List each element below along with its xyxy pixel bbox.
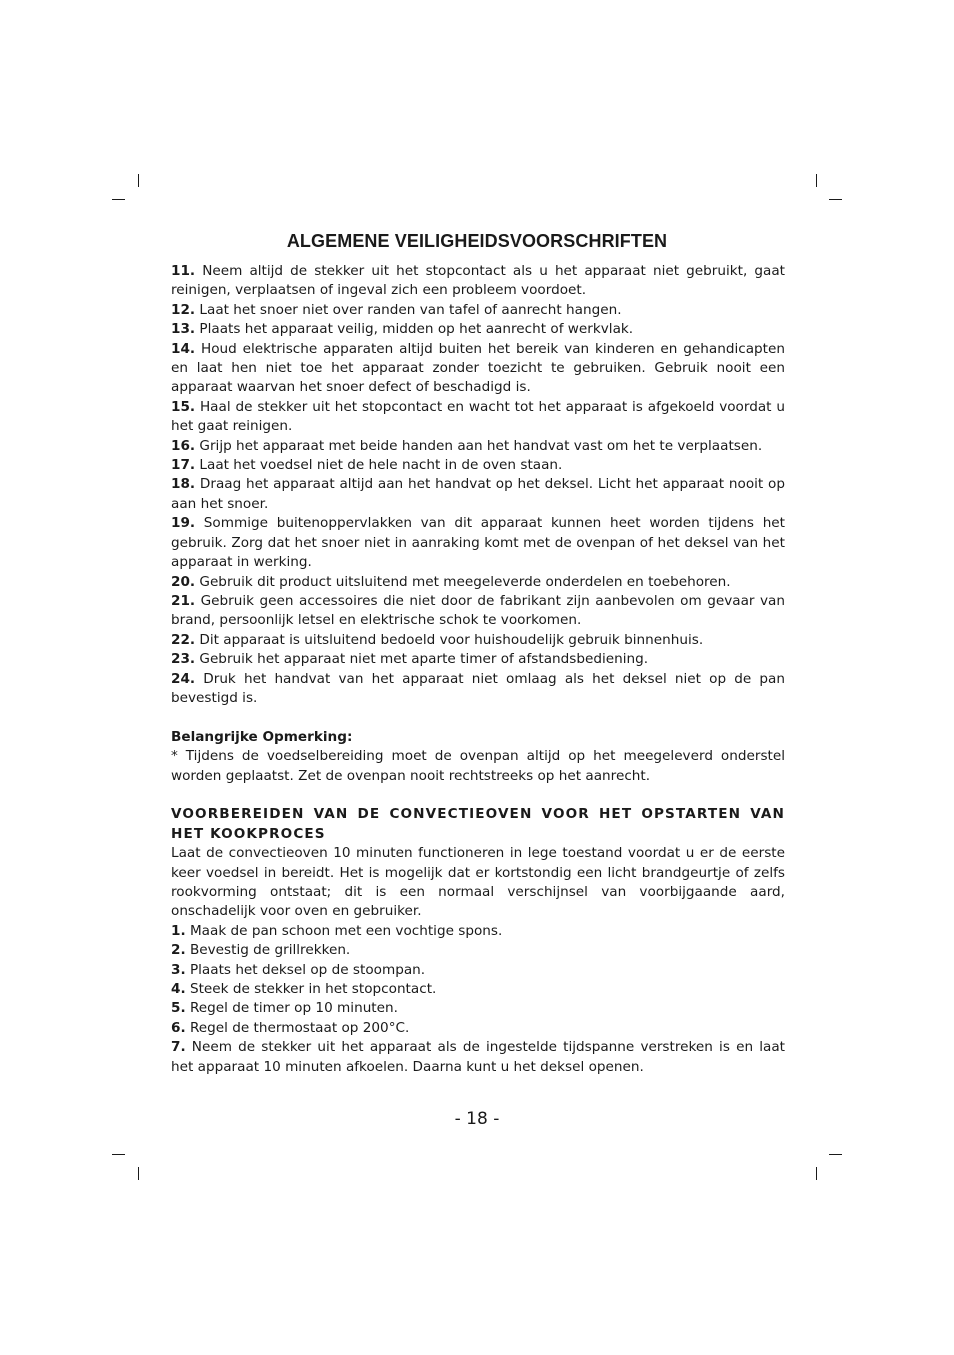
safety-item-14	[171, 340, 785, 398]
item-number: 17.	[171, 457, 196, 474]
step-number: 6.	[171, 1019, 186, 1036]
safety-item-13	[171, 320, 785, 339]
safety-item-22	[171, 631, 785, 650]
section-heading: VOORBEREIDEN VAN DE CONVECTIEOVEN VOOR HET OPSTARTEN VAN HET KOOKPROCES	[171, 806, 785, 842]
step-number: 1.	[171, 922, 186, 939]
item-number: 24.	[171, 670, 196, 687]
prep-step-4	[171, 980, 785, 999]
spacer	[171, 786, 785, 805]
prep-step-3	[171, 961, 785, 980]
item-number: 11.	[171, 263, 196, 279]
item-text: Neem altijd de stekker uit het stopcontact als u het apparaat niet gebruikt, gaat reinigen, verplaatsen of ingeval zich een probleem voordoet.	[171, 263, 785, 299]
preparation-section	[171, 805, 785, 1077]
note-text: * Tijdens de voedselbereiding moet de ovenpan altijd op het meegeleverd onderstel worden geplaatst. Zet de ovenpan nooit rechtstreeks op het aanrecht.	[171, 748, 785, 784]
item-number: 13.	[171, 321, 196, 338]
spacer	[171, 708, 785, 727]
item-number: 12.	[171, 301, 196, 318]
item-text: Grijp het apparaat met beide handen aan het handvat vast om het te verplaatsen.	[195, 437, 763, 454]
document-body	[171, 262, 785, 1077]
item-number: 15.	[171, 398, 196, 415]
step-text: Steek de stekker in het stopcontact.	[185, 981, 437, 997]
item-number: 19.	[171, 515, 196, 532]
step-text: Plaats het deksel op de stoompan.	[185, 961, 426, 978]
item-number: 23.	[171, 651, 196, 668]
item-number: 21.	[171, 592, 196, 609]
crop-mark-top-right-vertical	[816, 174, 817, 187]
crop-mark-top-left-vertical	[138, 174, 139, 187]
prep-step-6	[171, 1019, 785, 1038]
crop-mark-top-right-horizontal	[829, 199, 842, 200]
step-text: Bevestig de grillrekken.	[185, 942, 351, 959]
item-text: Plaats het apparaat veilig, midden op het aanrecht of werkvlak.	[195, 321, 634, 338]
item-text: Laat het snoer niet over randen van tafel of aanrecht hangen.	[195, 301, 622, 318]
item-text: Draag het apparaat altijd aan het handvat op het deksel. Licht het apparaat nooit op aan het snoer.	[171, 476, 785, 512]
crop-mark-bottom-right-horizontal	[829, 1154, 842, 1155]
safety-item-12	[171, 301, 785, 320]
safety-item-17	[171, 456, 785, 475]
crop-mark-bottom-left-horizontal	[112, 1154, 125, 1155]
safety-item-15	[171, 398, 785, 437]
prep-step-2	[171, 941, 785, 960]
item-text: Haal de stekker uit het stopcontact en wacht tot het apparaat is afgekoeld voordat u het gaat reinigen.	[171, 398, 785, 435]
step-number: 3.	[171, 961, 186, 978]
prep-step-7	[171, 1038, 785, 1077]
item-number: 22.	[171, 631, 196, 648]
step-number: 5.	[171, 1000, 186, 1017]
important-note	[171, 728, 785, 786]
safety-item-20	[171, 573, 785, 592]
crop-mark-bottom-right-vertical	[816, 1167, 817, 1180]
step-number: 7.	[171, 1039, 186, 1056]
prep-step-1	[171, 922, 785, 941]
safety-item-19	[171, 514, 785, 572]
crop-mark-bottom-left-vertical	[138, 1167, 139, 1180]
item-text: Sommige buitenoppervlakken van dit apparaat kunnen heet worden tijdens het gebruik. Zorg dat het snoer niet in aanraking komt met de ovenpan of het deksel van het apparaat in werking.	[171, 515, 785, 571]
step-number: 4.	[171, 981, 186, 997]
item-number: 20.	[171, 573, 196, 590]
item-text: Laat het voedsel niet de hele nacht in de oven staan.	[195, 457, 563, 474]
safety-item-21	[171, 592, 785, 631]
step-text: Maak de pan schoon met een vochtige spons.	[185, 922, 503, 939]
page-title: ALGEMENE VEILIGHEIDSVOORSCHRIFTEN	[286, 231, 668, 251]
step-text: Regel de thermostaat op 200°C.	[185, 1019, 410, 1036]
item-text: Druk het handvat van het apparaat niet omlaag als het deksel niet op de pan bevestigd is.	[171, 670, 785, 706]
item-text: Dit apparaat is uitsluitend bedoeld voor huishoudelijk gebruik binnenhuis.	[195, 631, 704, 648]
item-number: 14.	[171, 340, 196, 357]
item-number: 18.	[171, 476, 196, 493]
note-heading: Belangrijke Opmerking:	[171, 728, 353, 745]
step-number: 2.	[171, 942, 186, 959]
safety-item-23	[171, 650, 785, 669]
safety-list	[171, 262, 785, 708]
item-text: Gebruik geen accessoires die niet door de fabrikant zijn aanbevolen om gevaar van brand, persoonlijk letsel en elektrische schok te voorkomen.	[171, 592, 785, 629]
step-text: Regel de timer op 10 minuten.	[185, 1000, 398, 1017]
item-text: Gebruik het apparaat niet met aparte timer of afstandsbediening.	[195, 651, 649, 668]
item-number: 16.	[171, 437, 196, 454]
item-text: Houd elektrische apparaten altijd buiten het bereik van kinderen en gehandicapten en laat hen niet toe het apparaat zonder toezicht te gebruiken. Gebruik nooit een apparaat waarvan het snoer defect of beschadigd is.	[171, 340, 785, 396]
step-text: Neem de stekker uit het apparaat als de ingestelde tijdspanne verstreken is en laat het apparaat 10 minuten afkoelen. Daarna kunt u het deksel openen.	[171, 1039, 785, 1075]
safety-item-24	[171, 670, 785, 709]
page-number: - 18 -	[454, 1109, 500, 1129]
crop-mark-top-left-horizontal	[112, 199, 125, 200]
safety-item-16	[171, 437, 785, 456]
safety-item-18	[171, 475, 785, 514]
safety-item-11	[171, 262, 785, 301]
item-text: Gebruik dit product uitsluitend met meegeleverde onderdelen en toebehoren.	[195, 573, 731, 590]
prep-step-5	[171, 999, 785, 1018]
section-intro: Laat de convectieoven 10 minuten functioneren in lege toestand voordat u er de eerste keer voedsel in bereidt. Het is mogelijk dat er kortstondig een licht brandgeurtje of zelfs rookvorming ontstaat; dit is een normaal verschijnsel van voorbijgaande aard, onschadelijk voor oven en gebruiker.	[171, 845, 785, 920]
